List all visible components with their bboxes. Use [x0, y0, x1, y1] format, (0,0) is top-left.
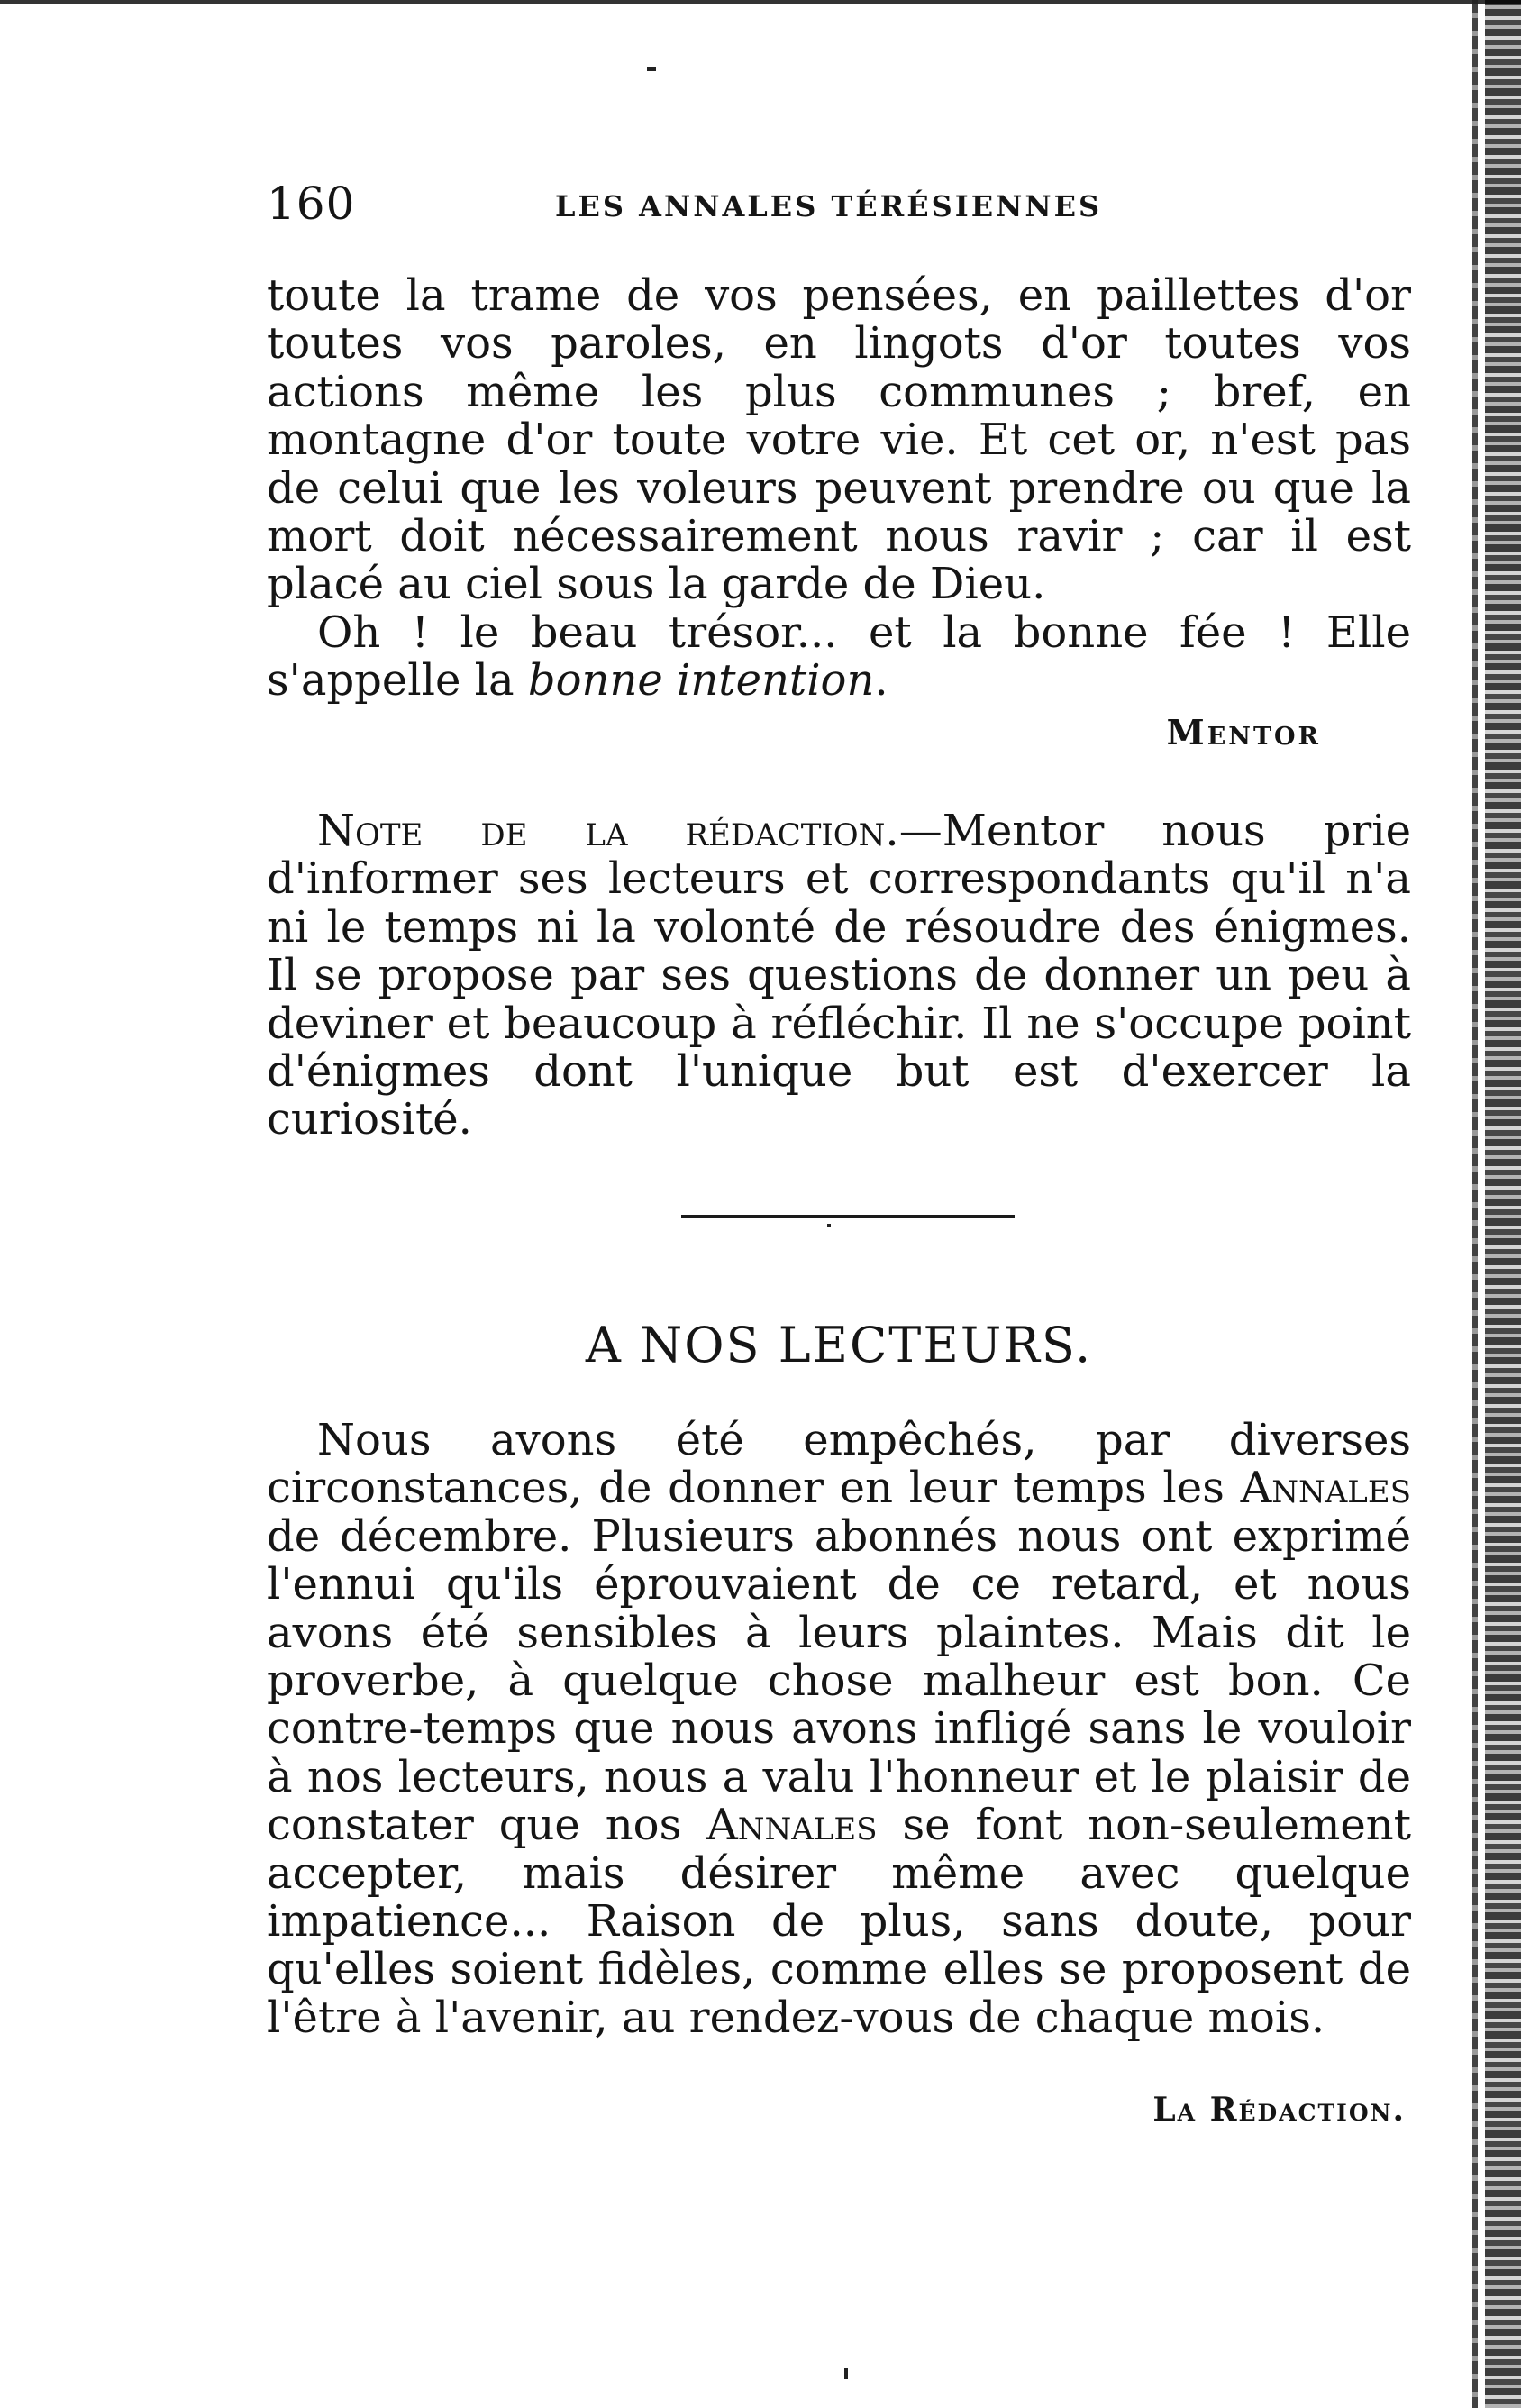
scan-speck	[827, 1224, 831, 1227]
readers-text-1: Nous avons été empêchés, par diverses circonstances, de donner en leur temps les	[267, 1415, 1411, 1514]
section-heading: A NOS LECTEURS.	[585, 1317, 1093, 1373]
scan-top-edge	[0, 0, 1521, 4]
readers-text-3: se font non-seulement accepter, mais désirer même avec quelque impatience... Raison de plus, sans doute, pour qu'elles soient fidèles, comme elles se proposent de l'être à l'avenir, au rendez-vous de chaque mois.	[267, 1800, 1411, 2043]
paragraph-readers	[267, 1417, 1411, 2042]
paragraph-block-mentor	[267, 272, 1411, 706]
scan-speck	[647, 67, 656, 71]
section-divider	[681, 1215, 1015, 1218]
running-title: LES ANNALES TÉRÉSIENNES	[555, 189, 1103, 223]
paragraph-good-fairy	[267, 609, 1411, 706]
note-text: —Mentor nous prie d'informer ses lecteurs et correspondants qu'il n'a ni le temps ni la volonté de résoudre des énigmes. Il se propose par ses questions de donner un peu à deviner et beaucoup à réfléchir. Il ne s'occupe point d'énigmes dont l'unique but est d'exercer la curiosité.	[267, 806, 1412, 1145]
note-label: Note de la rédaction.	[317, 806, 899, 856]
section-body	[267, 1417, 1411, 2042]
running-head	[267, 177, 1438, 240]
book-spine-edge	[1485, 0, 1521, 2408]
signature-mentor: Mentor	[1166, 712, 1321, 752]
note-paragraph	[267, 807, 1411, 1145]
page-number: 160	[267, 178, 356, 230]
annales-name-2: Annales	[706, 1800, 878, 1851]
editorial-note	[267, 807, 1411, 1145]
paragraph-treasure: toute la trame de vos pensées, en paillettes d'or toutes vos paroles, en lingots d'or toutes vos actions même les plus communes ; bref, en montagne d'or toute votre vie. Et cet or, n'est pas de celui que les voleurs peuvent prendre ou que la mort doit nécessairement nous ravir ; car il est placé au ciel sous la garde de Dieu.	[267, 270, 1411, 610]
readers-text-2: de décembre. Plusieurs abonnés nous ont exprimé l'ennui qu'ils éprouvaient de ce retard, et nous avons été sensibles à leurs plaintes. Mais dit le proverbe, à quelque chose malheur est bon. Ce contre-temps que nous avons infligé sans le vouloir à nos lecteurs, nous a valu l'honneur et le plaisir de constater que nos	[267, 1510, 1411, 1851]
italic-phrase: bonne intention	[527, 655, 875, 707]
scan-speck	[844, 2368, 848, 2379]
paragraph-end: .	[874, 655, 888, 707]
paragraph-text: Oh ! le beau trésor... et la bonne fée ! Elle s'appelle la	[267, 607, 1411, 707]
annales-name-1: Annales	[1240, 1463, 1411, 1514]
signature-redaction: La Rédaction.	[1152, 2091, 1406, 2129]
